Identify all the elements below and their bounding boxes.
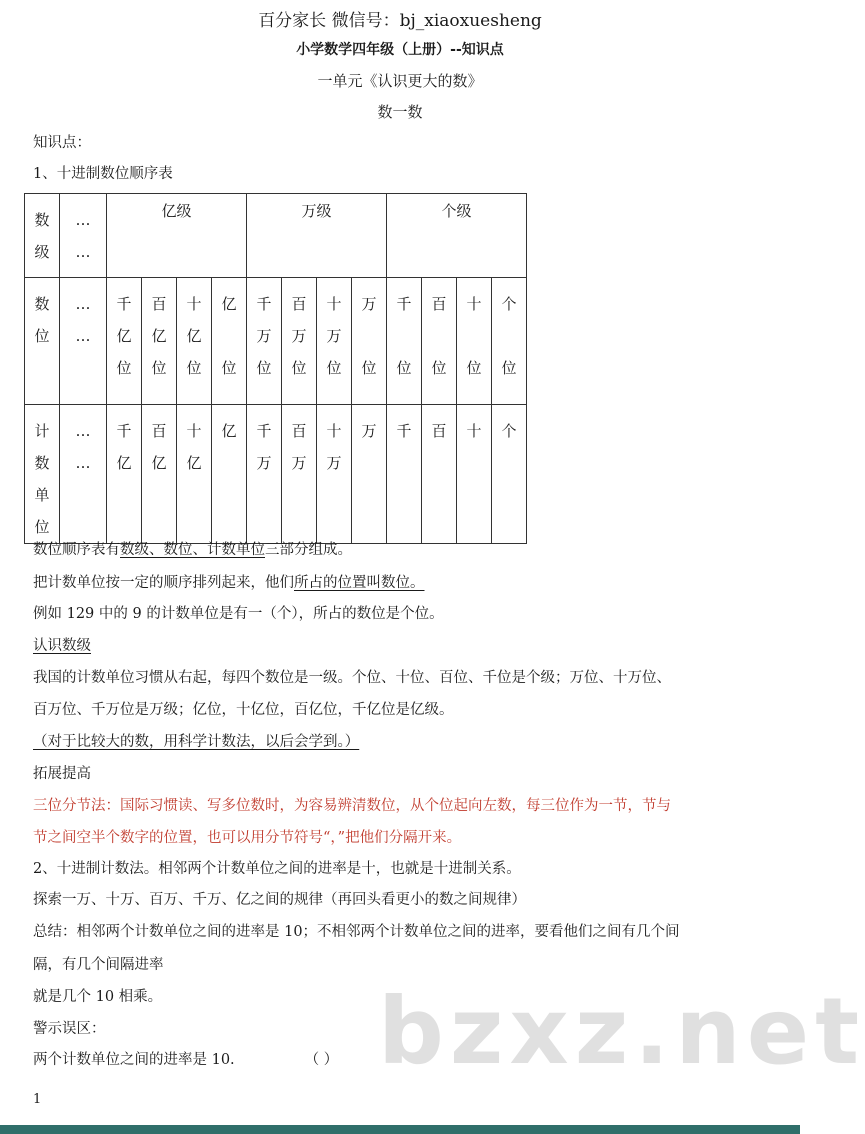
unit-cell: 千	[387, 405, 422, 544]
digit-cell: 亿 位	[212, 278, 247, 405]
subheading: 拓展提高	[33, 766, 91, 782]
digit-cell: 十 万 位	[317, 278, 352, 405]
paragraph-line: （对于比较大的数，用科学计数法，以后会学到。）	[33, 734, 360, 750]
watermark: bzxz.net	[378, 978, 865, 1085]
digit-cell: 万 位	[352, 278, 387, 405]
unit-cell: 千 万	[247, 405, 282, 544]
unit-cell: 百 亿	[142, 405, 177, 544]
unit-cell: 千 亿	[107, 405, 142, 544]
row-label-unit: 计 数 单 位	[25, 405, 60, 544]
unit-cell: 万	[352, 405, 387, 544]
digit-cell: 个 位	[492, 278, 527, 405]
document-subtitle: 小学数学四年级（上册）--知识点	[296, 42, 504, 58]
digit-cell: 十 位	[457, 278, 492, 405]
paragraph-line: 我国的计数单位习惯从右起，每四个数位是一级。个位、十位、百位、千位是个级；万位、十万位、	[33, 670, 671, 686]
subheading: 警示误区：	[33, 1021, 106, 1037]
digit-cell: 百 亿 位	[142, 278, 177, 405]
section-title: 数一数	[377, 103, 423, 121]
document-title: 百分家长 微信号：bj_xiaoxuesheng	[258, 11, 542, 31]
unit-cell: 亿	[212, 405, 247, 544]
digit-cell: 千 位	[387, 278, 422, 405]
paragraph-line: 2、十进制计数法。相邻两个计数单位之间的进率是十，也就是十进制关系。	[33, 861, 521, 877]
digit-cell: 百 万 位	[282, 278, 317, 405]
paragraph-line: 总结：相邻两个计数单位之间的进率是 10；不相邻两个计数单位之间的进率，要看他们之间有几个间	[33, 924, 680, 940]
unit-cell: 百 万	[282, 405, 317, 544]
row-label-level: 数 级	[25, 194, 60, 278]
unit-cell: 百	[422, 405, 457, 544]
paragraph-line: 数位顺序表有数级、数位、计数单位三部分组成。	[33, 542, 352, 558]
paragraph-line: 百万位、千万位是万级；亿位，十亿位，百亿位，千亿位是亿级。	[33, 702, 454, 718]
level-row	[25, 194, 527, 278]
ellipsis-cell: … …	[60, 194, 107, 278]
highlight-line: 三位分节法：国际习惯读、写多位数时，为容易辨清数位，从个位起向左数，每三位作为一节，节与	[33, 798, 671, 814]
group-wan: 万级	[247, 194, 387, 278]
group-yi: 亿级	[107, 194, 247, 278]
bottom-bar	[0, 1125, 800, 1134]
unit-cell: 十	[457, 405, 492, 544]
highlight-line: 节之间空半个数字的位置，也可以用分节符号“，”把他们分隔开来。	[33, 830, 462, 846]
subheading: 认识数级	[33, 638, 91, 654]
unit-cell: 十 亿	[177, 405, 212, 544]
ellipsis-cell: … …	[60, 278, 107, 405]
answer-blank: （ ）	[304, 1052, 339, 1068]
digit-cell: 百 位	[422, 278, 457, 405]
paragraph-line: 例如 129 中的 9 的计数单位是有一（个），所占的数位是个位。	[33, 606, 444, 622]
paragraph-line: 把计数单位按一定的顺序排列起来，他们所占的位置叫数位。	[33, 575, 425, 591]
digit-cell: 千 亿 位	[107, 278, 142, 405]
paragraph-line: 就是几个 10 相乘。	[33, 989, 163, 1005]
ellipsis-cell: … …	[60, 405, 107, 544]
paragraph-line: 探索一万、十万、百万、千万、亿之间的规律（再回头看更小的数之间规律）	[33, 892, 526, 908]
unit-cell: 十 万	[317, 405, 352, 544]
group-ge: 个级	[387, 194, 527, 278]
row-label-digit: 数 位	[25, 278, 60, 405]
knowledge-label: 知识点：	[33, 135, 91, 151]
digit-row	[25, 278, 527, 405]
table-title: 1、十进制数位顺序表	[33, 166, 173, 182]
paragraph-line: 隔，有几个间隔进率	[33, 957, 164, 973]
unit-cell: 个	[492, 405, 527, 544]
place-value-table	[24, 193, 527, 544]
digit-cell: 十 亿 位	[177, 278, 212, 405]
page-number: 1	[33, 1092, 42, 1107]
exercise-line: 两个计数单位之间的进率是 10. （ ）	[33, 1052, 339, 1068]
unit-row	[25, 405, 527, 544]
unit-title: 一单元《认识更大的数》	[317, 72, 483, 90]
digit-cell: 千 万 位	[247, 278, 282, 405]
